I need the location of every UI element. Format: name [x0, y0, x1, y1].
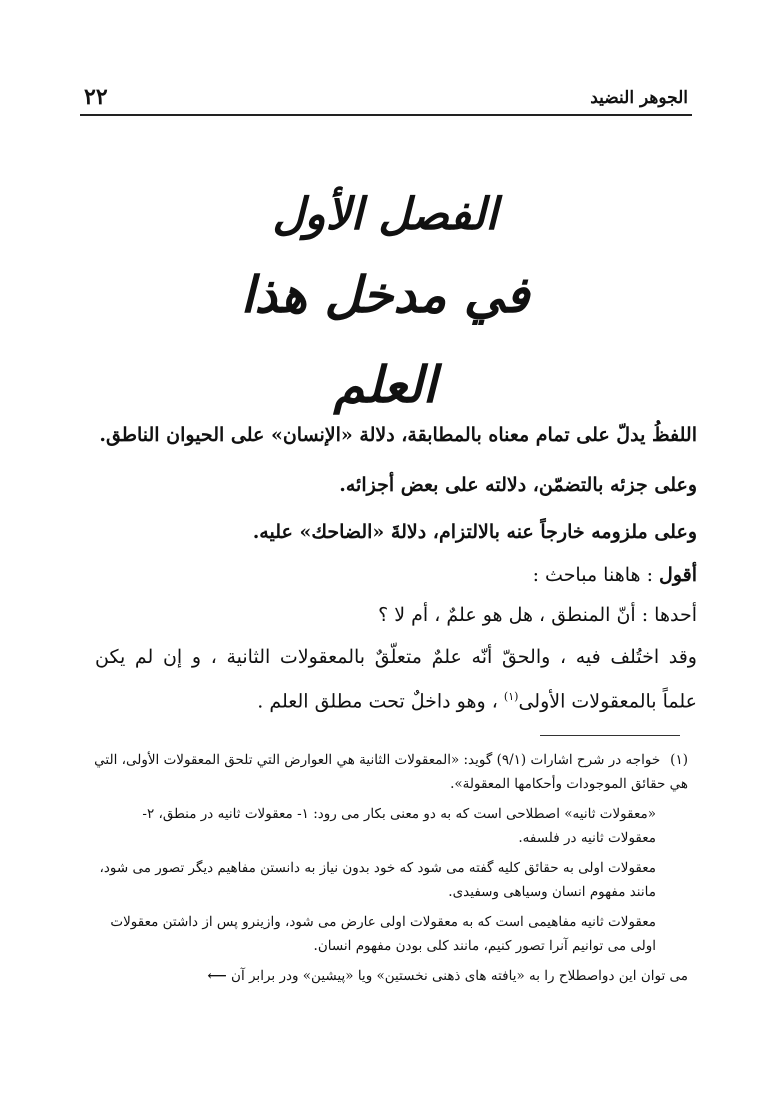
page-number: ٢٢	[84, 84, 108, 110]
text-line-4	[533, 560, 697, 590]
footnote-rule	[540, 735, 680, 736]
footnotes	[92, 748, 688, 994]
text-line-5: أحدها : أنّ المنطق ، هل هو علمٌ ، أم لا ؟	[378, 604, 697, 626]
chapter-heading	[200, 180, 570, 430]
text-line-1: اللفظُ يدلّ على تمام معناه بالمطابقة، دلالة «الإنسان» على الحيوان الناطق.	[99, 424, 697, 446]
footnote-5	[92, 964, 688, 988]
aqulu-keyword: أقول	[659, 564, 697, 586]
line7-part-b: ، وهو داخلٌ تحت مطلق العلم .	[257, 690, 504, 713]
footnote-1	[92, 748, 688, 796]
footnote-5-text: مى توان اين دواصطلاح را به «يافته هاى ذهنى نخستين» ويا «پيشين» ودر برابر آن	[231, 968, 688, 984]
footnote-3: معقولات اولى به حقائق كليه گفته مى شود كه خود بدون نياز به دانستن مفاهيم ديگر تصور مى شود، مانند مفهوم انسان وسياهى وسفيدى.	[99, 860, 656, 900]
footnote-1-text: خواجه در شرح اشارات (٩/١) گويد: «المعقولات الثانية هي العوارض التي تلحق المعقولات الأولى، التي هي حقائق الموجودات وأحكامها المعقولة».	[94, 752, 688, 792]
continuation-arrow-icon: ⟵	[207, 968, 227, 984]
text-line-6: وقد اختُلف فيه ، والحقّ أنّه علمٌ متعلّقٌ بالمعقولات الثانية ، و إن لم يكن	[95, 646, 697, 668]
text-line-7	[257, 682, 697, 716]
footnote-mark: (١)	[670, 752, 688, 768]
book-title: الجوهر النضيد	[590, 88, 688, 108]
header-rule	[80, 114, 692, 116]
footnote-2: «معقولات ثانيه» اصطلاحى است كه به دو معنى بكار مى رود: ١- معقولات ثانيه در منطق، ٢- معقولات ثانيه در فلسفه.	[142, 806, 656, 846]
line7-part-a: علماً بالمعقولات الأولى	[518, 690, 697, 713]
text-line-2: وعلى جزئه بالتضمّن، دلالته على بعض أجزائه.	[339, 474, 697, 496]
chapter-title: الفصل الأول	[272, 189, 498, 240]
footnote-4: معقولات ثانيه مفاهيمى است كه به معقولات اولى عارض مى شود، وازينرو پس از داشتن معقولات اولى مى توانيم آنرا تصور كنيم، مانند كلى بودن مفهوم انسان.	[110, 914, 656, 954]
text-line-3: وعلى ملزومه خارجاً عنه بالالتزام، دلالةَ «الضاحك» عليه.	[252, 521, 697, 543]
aqulu-rest: : هاهنا مباحث :	[532, 564, 653, 586]
chapter-subtitle: في مدخل هذا العلم	[240, 265, 530, 414]
running-header	[80, 84, 692, 114]
footnote-reference: (١)	[503, 690, 519, 703]
